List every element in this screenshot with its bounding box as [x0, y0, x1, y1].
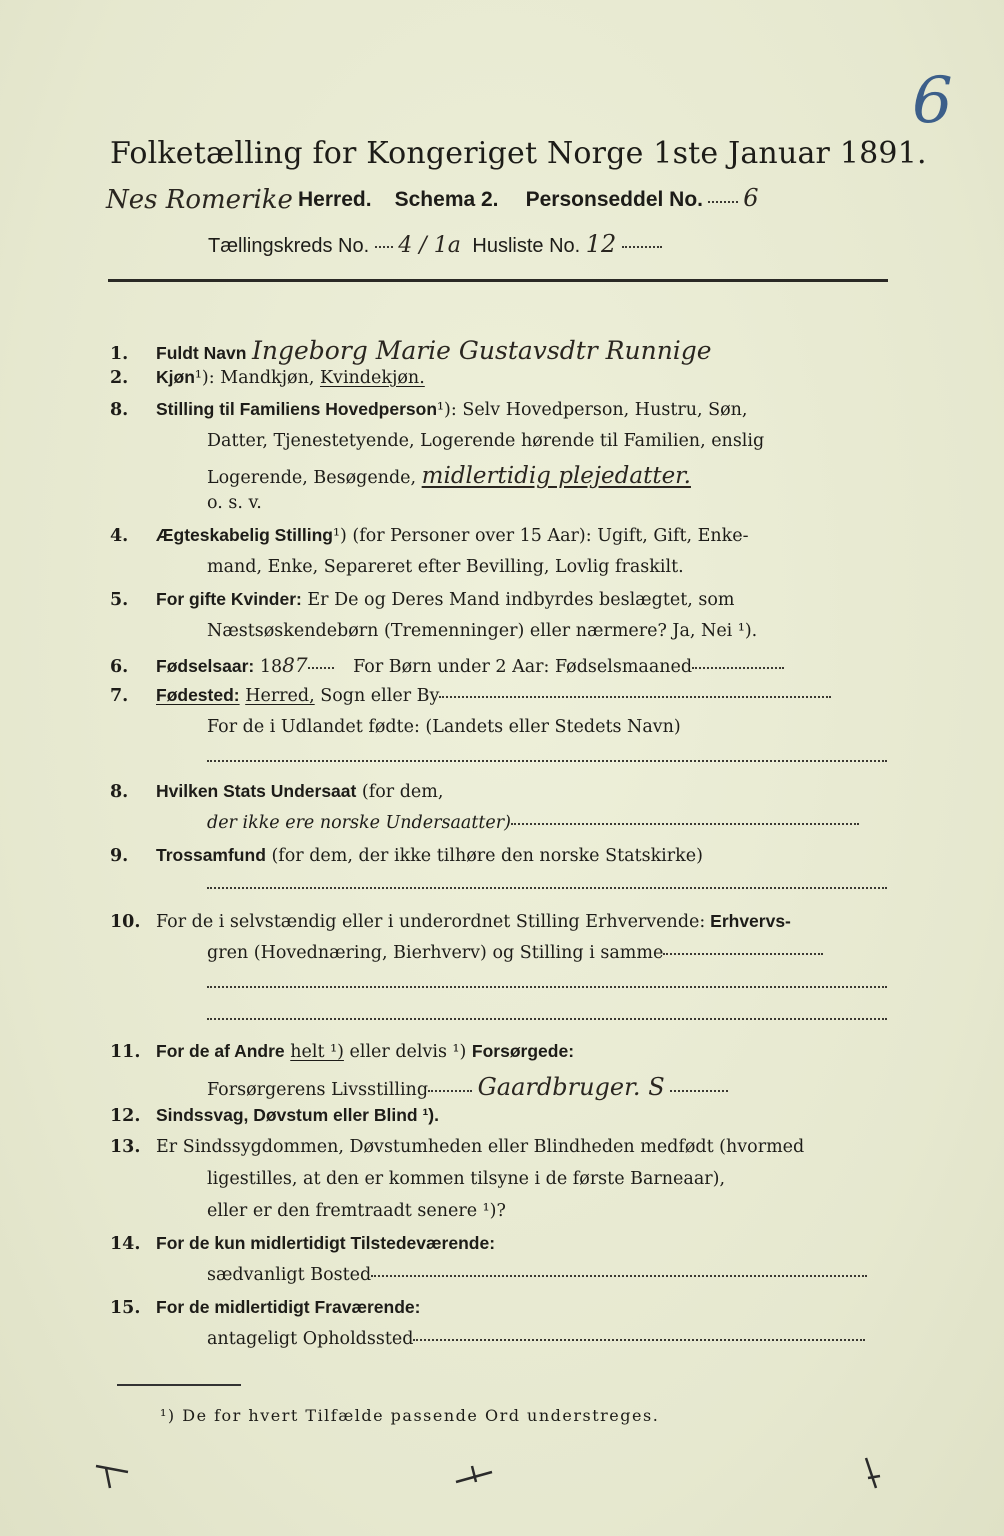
husliste-number-handwritten: 12 — [585, 230, 617, 258]
dotted-answer-line — [207, 986, 887, 988]
item-2-text: ): Mandkjøn, — [201, 368, 320, 388]
item-3-line3 — [207, 463, 691, 489]
dotted-fill — [308, 666, 334, 669]
item-3 — [110, 399, 747, 420]
item-3-line2: Datter, Tjenestetyende, Logerende hørende til Familien, enslig — [207, 431, 765, 451]
item-10 — [110, 911, 791, 932]
dotted-fill — [511, 822, 859, 825]
item-2 — [110, 367, 425, 388]
item-10-text: gren (Hovednæring, Bierhverv) og Stilling i samme — [207, 943, 664, 963]
corner-mark-icon — [92, 1462, 132, 1492]
superscript-mark: ¹ — [194, 368, 202, 388]
item-number: 14. — [110, 1234, 141, 1254]
item-6 — [110, 653, 784, 677]
item-number: 5. — [110, 590, 129, 610]
item-8-line2 — [207, 813, 859, 833]
item-10-text: Erhvervs- — [705, 911, 791, 931]
item-9-text: (for dem, der ikke tilhøre den norske Statskirke) — [265, 846, 703, 866]
footnote: ¹) De for hvert Tilfælde passende Ord understreges. — [160, 1406, 660, 1425]
schema-label: Schema 2. — [394, 188, 499, 211]
item-number: 15. — [110, 1298, 141, 1318]
dotted-answer-line — [207, 887, 887, 889]
item-4-text: ¹) (for Personer over 15 Aar): Ugift, Gift, Enke- — [332, 526, 749, 546]
item-11-text: Forsørgerens Livsstilling — [207, 1080, 429, 1100]
item-6-label: Fødselsaar: — [156, 656, 255, 676]
item-10-label: For de i selvstændig eller i underordnet Stilling Erhvervende: — [156, 912, 706, 932]
item-4-label: Ægteskabelig Stilling — [156, 525, 333, 545]
item-14 — [110, 1233, 495, 1254]
item-5-label: For gifte Kvinder: — [156, 589, 302, 609]
item-number: 8. — [110, 400, 129, 420]
item-number: 7. — [110, 686, 129, 706]
item-15 — [110, 1297, 420, 1318]
herred-label: Herred. — [298, 188, 372, 211]
item-number: 6. — [110, 657, 129, 677]
herred-name-handwritten: Nes Romerike — [106, 185, 293, 215]
item-4 — [110, 525, 749, 546]
corner-mark-right-icon — [858, 1454, 888, 1494]
item-15-label: For de midlertidigt Fraværende: — [156, 1297, 421, 1317]
item-12 — [110, 1105, 439, 1126]
item-14-line2 — [207, 1265, 867, 1285]
item-13 — [110, 1137, 804, 1157]
item-15-line2 — [207, 1329, 865, 1349]
item-7 — [110, 685, 831, 706]
item-6-text: For Børn under 2 Aar: Fødselsmaaned — [353, 657, 693, 677]
item-14-text: sædvanligt Bosted — [207, 1265, 372, 1285]
item-number: 10. — [110, 912, 141, 932]
relation-handwritten: midlertidig plejedatter. — [421, 463, 691, 489]
item-14-label: For de kun midlertidigt Tilstedeværende: — [156, 1233, 496, 1253]
personseddel-number-handwritten: 6 — [743, 184, 759, 212]
herred-underlined: Herred, — [245, 686, 315, 706]
center-mark-icon — [452, 1460, 496, 1488]
item-number: 1. — [110, 344, 129, 364]
item-5-text: Er De og Deres Mand indbyrdes beslægtet, som — [301, 590, 735, 610]
full-name-handwritten: Ingeborg Marie Gustavsdtr Runnige — [252, 336, 712, 365]
item-1 — [110, 336, 712, 365]
forsorgede-label: Forsørgede: — [471, 1041, 575, 1061]
item-3-text: ¹): Selv Hovedperson, Hustru, Søn, — [437, 400, 748, 420]
item-number: 9. — [110, 846, 129, 866]
item-11-line2 — [207, 1073, 728, 1101]
page-number-handwritten: 6 — [912, 64, 953, 138]
item-13-text: Er Sindssygdommen, Døvstumheden eller Blindheden medfødt (hvormed — [156, 1137, 805, 1157]
dotted-fill — [692, 666, 784, 669]
form-title: Folketælling for Kongeriget Norge 1ste Januar 1891. — [110, 136, 927, 171]
dotted-fill — [413, 1338, 865, 1341]
birth-year-prefix: 18 — [259, 657, 283, 677]
dotted-fill — [708, 200, 738, 203]
personseddel-label: Personseddel No. — [525, 188, 704, 211]
dotted-fill — [439, 695, 831, 698]
dotted-fill — [670, 1089, 728, 1092]
item-7-label: Fødested: — [156, 685, 240, 705]
item-number: 2. — [110, 368, 129, 388]
item-13-line2: ligestilles, at den er kommen tilsyne i de første Barneaar), — [207, 1169, 726, 1189]
item-11 — [110, 1041, 574, 1062]
item-5 — [110, 589, 734, 610]
item-11-text: eller delvis ¹) — [343, 1042, 472, 1062]
provider-occupation-handwritten: Gaardbruger. S — [477, 1073, 665, 1101]
item-number: 4. — [110, 526, 129, 546]
dotted-answer-line — [207, 760, 887, 762]
item-3-text: Logerende, Besøgende, — [207, 468, 417, 488]
item-4-line2: mand, Enke, Separeret efter Bevilling, Lovlig fraskilt. — [207, 557, 684, 577]
dotted-fill — [371, 1274, 867, 1277]
item-3-line4: o. s. v. — [207, 493, 262, 513]
footnote-divider — [117, 1384, 241, 1386]
item-8-text: (for dem, — [356, 782, 444, 802]
taellingskreds-label: Tællingskreds No. — [208, 235, 370, 257]
item-12-label: Sindssvag, Døvstum eller Blind ¹). — [156, 1105, 439, 1125]
taellingskreds-row — [208, 230, 662, 258]
item-8-label: Hvilken Stats Undersaat — [156, 781, 357, 801]
item-10-line2 — [207, 943, 823, 963]
item-number: 13. — [110, 1137, 141, 1157]
dotted-fill — [622, 245, 662, 248]
item-11-label: For de af Andre — [156, 1041, 285, 1061]
item-15-text: antageligt Opholdssted — [207, 1329, 414, 1349]
item-8 — [110, 781, 443, 802]
dotted-answer-line — [207, 1018, 887, 1020]
item-number: 11. — [110, 1042, 141, 1062]
item-number: 8. — [110, 782, 129, 802]
dotted-fill — [428, 1089, 472, 1092]
item-7-text: Sogn eller By — [314, 686, 440, 706]
item-2-label: Kjøn — [156, 367, 195, 387]
item-5-line2: Næstsøskendebørn (Tremenninger) eller nærmere? Ja, Nei ¹). — [207, 621, 758, 641]
item-13-line3: eller er den fremtraadt senere ¹)? — [207, 1201, 506, 1221]
dotted-fill — [663, 952, 823, 955]
taellingskreds-number-handwritten: 4 / 1a — [398, 233, 461, 258]
item-number: 12. — [110, 1106, 141, 1126]
kvindekjon-underlined: Kvindekjøn. — [319, 368, 425, 388]
header-divider — [108, 279, 888, 282]
item-9-label: Trossamfund — [156, 845, 266, 865]
item-8-text: der ikke ere norske Undersaatter) — [207, 813, 511, 833]
husliste-label: Husliste No. — [472, 235, 581, 257]
item-3-label: Stilling til Familiens Hovedperson — [156, 399, 438, 419]
item-9 — [110, 845, 703, 866]
herred-row — [106, 184, 758, 215]
item-7-line2: For de i Udlandet fødte: (Landets eller Stedets Navn) — [207, 717, 681, 737]
dotted-fill — [375, 245, 393, 248]
birth-year-handwritten: 87 — [282, 653, 308, 677]
item-1-label: Fuldt Navn — [156, 343, 247, 363]
helt-underlined: helt ¹) — [290, 1042, 344, 1062]
